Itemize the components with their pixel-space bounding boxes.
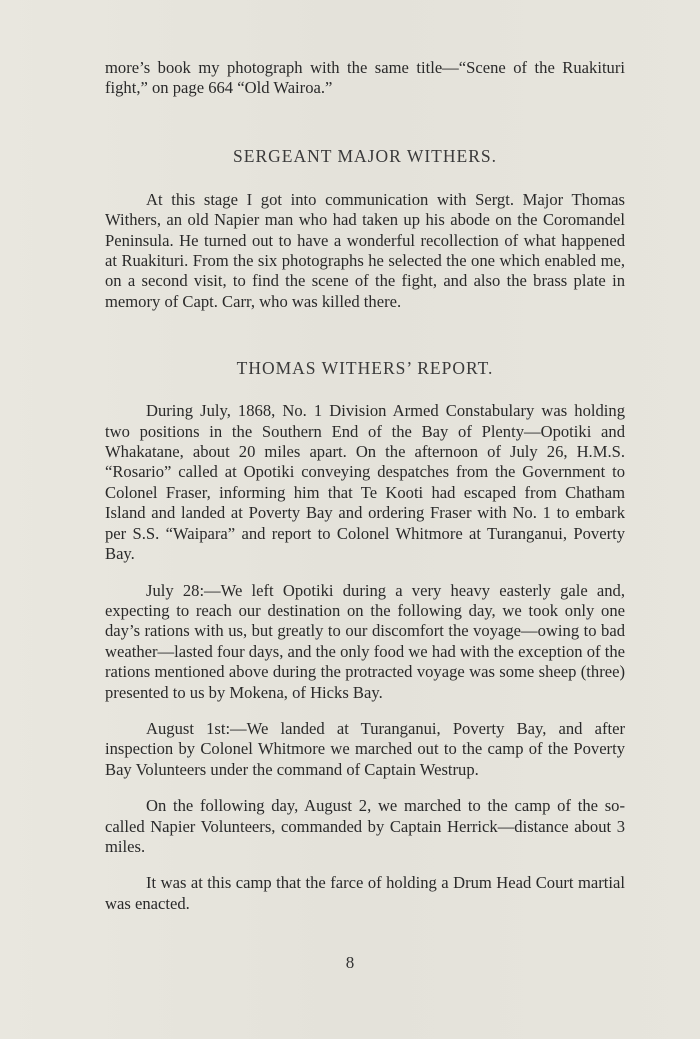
heading-thomas-withers-report: THOMAS WITHERS’ REPORT. bbox=[236, 358, 494, 379]
paragraph-july-1868: During July, 1868, No. 1 Division Armed Constabulary was holding two positions in the Southern End of the Bay of Plenty—Opotiki and Whakatane, about 20 miles apart. On the afternoon of July 26, H.M.S. “Rosario” called at Opotiki conveying despatches from the Government to Colonel Fraser, informing him that Te Kooti had escaped from Chatham Island and landed at Poverty Bay and ordering Fraser with No. 1 to embark per S.S. “Waipara” and report to Colonel Whitmore at Turanganui, Poverty Bay. bbox=[105, 401, 625, 564]
paragraph-court-martial: It was at this camp that the farce of holding a Drum Head Court martial was enacted. bbox=[105, 873, 625, 913]
page-content bbox=[105, 58, 625, 914]
paragraph-july-28: July 28:—We left Opotiki during a very heavy easterly gale and, expecting to reach our destination on the following day, we took only one day’s rations with us, but greatly to our discomfort the voyage—owing to bad weather—lasted four days, and the only food we had with the exception of the rations mentioned above during the protracted voyage was some sheep (three) presented to us by Mokena, of Hicks Bay. bbox=[105, 580, 625, 702]
paragraph-august-1st: August 1st:—We landed at Turanganui, Poverty Bay, and after inspection by Colonel Whitmore we marched out to the camp of the Poverty Bay Volunteers under the command of Captain Westrup. bbox=[105, 718, 625, 779]
page-number: 8 bbox=[345, 953, 355, 972]
opening-paragraph: more’s book my photograph with the same title—“Scene of the Ruakituri fight,” on page 664 “Old Wairoa.” bbox=[105, 58, 625, 98]
paragraph-august-2: On the following day, August 2, we marched to the camp of the so-called Napier Volunteers, commanded by Captain Herrick—distance about 3 miles. bbox=[105, 796, 625, 856]
paragraph-withers-intro: At this stage I got into communication with Sergt. Major Thomas Withers, an old Napier man who had taken up his abode on the Coromandel Peninsula. He turned out to have a wonderful recollection of what happened at Ruakituri. From the six photographs he selected the one which enabled me, on a second visit, to find the scene of the fight, and also the brass plate in memory of Capt. Carr, who was killed there. bbox=[105, 189, 625, 311]
heading-sergeant-major-withers: SERGEANT MAJOR WITHERS. bbox=[233, 145, 497, 166]
